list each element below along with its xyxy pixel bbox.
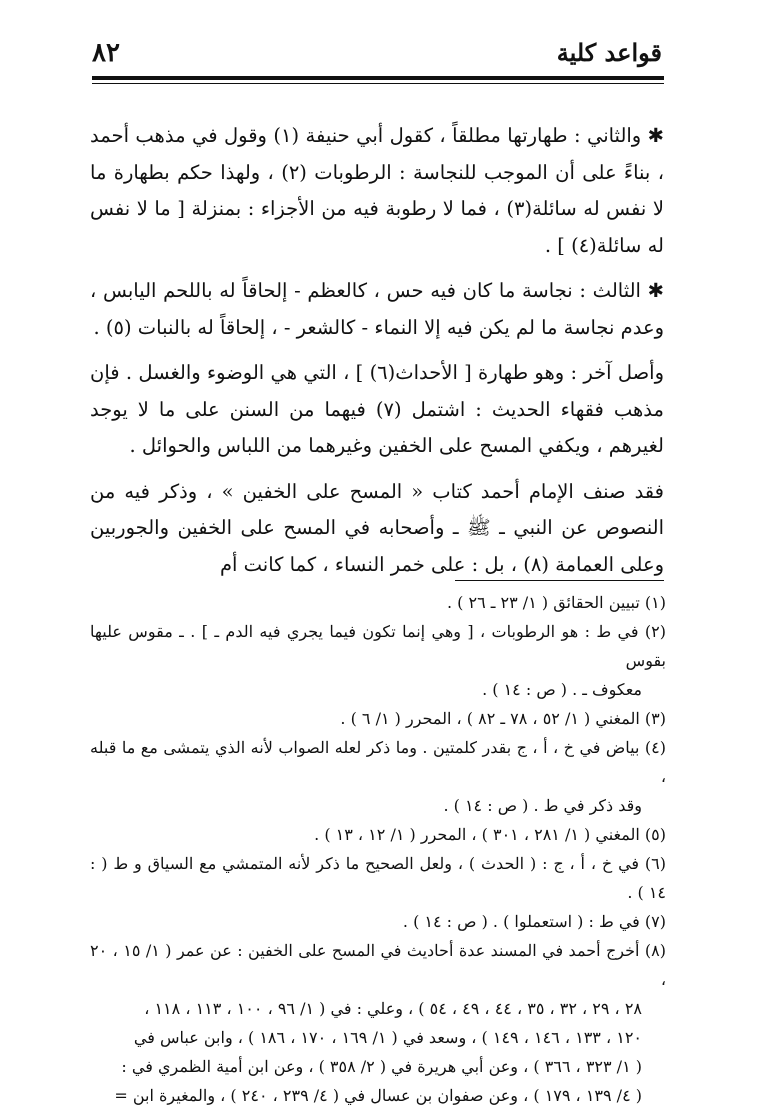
footnote-2-continuation: معكوف ـ . ( ص : ١٤ ) . (482, 680, 642, 699)
paragraph-third-view: ✱ الثالث : نجاسة ما كان فيه حس ، كالعظم - إلحاقاً له باللحم اليابس ، وعدم نجاسة ما لم يكن فيه إلا النماء - كالشعر - ، إلحاقاً له بالنبات (٥) . (90, 279, 664, 339)
footnote-5: (٥) المغني ( ١/ ٢٨١ ، ٣٠١ ) ، المحرر ( ١/ ١٢ ، ١٣ ) . (314, 825, 666, 844)
footnote-4: (٤) بياض في خ ، أ ، ج بقدر كلمتين . وما ذكر لعله الصواب لأنه الذي يتمشى مع ما قبله ، (90, 738, 666, 786)
footnote-7: (٧) في ط : ( استعملوا ) . ( ص : ١٤ ) . (402, 912, 666, 931)
footnote-8-continuation: ٢٨ ، ٢٩ ، ٣٢ ، ٣٥ ، ٤٤ ، ٤٩ ، ٥٤ ) ، وعلي : في ( ١/ ٩٦ ، ١٠٠ ، ١١٣ ، ١١٨ ، (144, 999, 642, 1018)
footnote-8-continuation: ( ١/ ٣٢٣ ، ٣٦٦ ) ، وعن أبي هريرة في ( ٢/ ٣٥٨ ) ، وعن ابن أمية الظمري في : (121, 1057, 642, 1076)
footnote-2: (٢) في ط : هو الرطوبات ، [ وهي إنما تكون فيما يجري فيه الدم ـ ] . ـ مقوس عليها بقوس (90, 622, 666, 670)
paragraph-another-principle: وأصل آخر : وهو طهارة [ الأحداث(٦) ] ، التي هي الوضوء والغسل . فإن مذهب فقهاء الحديث : اشتمل (٧) فيهما من السنن على ما لا يوجد لغيرهم ، ويكفي المسح على الخفين وغيرهما من اللباس والحوائل . (90, 361, 664, 457)
header-rule-thick (92, 76, 664, 80)
paragraph-imam-ahmad: فقد صنف الإمام أحمد كتاب « المسح على الخفين » ، وذكر فيه من النصوص عن النبي ـ ﷺ ـ وأصحابه في المسح على الخفين والجوربين وعلى العمامة (٨) ، بل : على خمر النساء ، كما كانت أم (90, 479, 664, 576)
page-number: ٨٢ (92, 38, 120, 68)
footnote-8: (٨) أخرج أحمد في المسند عدة أحاديث في المسح على الخفين : عن عمر ( ١/ ١٥ ، ٢٠ ، (90, 941, 666, 989)
footnote-3: (٣) المغني ( ١/ ٥٢ ، ٧٨ ـ ٨٢ ) ، المحرر ( ١/ ٦ ) . (340, 709, 666, 728)
main-text (90, 118, 664, 583)
paragraph-second-view: ✱ والثاني : طهارتها مطلقاً ، كقول أبي حنيفة (١) وقول في مذهب أحمد ، بناءً على أن الموجب للنجاسة : الرطوبات (٢) ، ولهذا حكم بطهارة ما لا نفس له سائلة(٣) ، فما لا رطوبة فيه من الأجزاء : بمنزلة [ ما لا نفس له سائلة(٤) ] . (90, 124, 664, 257)
footnote-separator (455, 580, 664, 581)
footnote-6: (٦) في خ ، أ ، ج : ( الحدث ) ، ولعل الصحيح ما ذكر لأنه المتمشي مع السياق و ط ( : ١٤ ) . (90, 854, 666, 902)
page-header (92, 38, 662, 70)
footnote-1: (١) تبيين الحقائق ( ١/ ٢٣ ـ ٢٦ ) . (446, 593, 666, 612)
footnote-8-continuation: ( ٤/ ١٣٩ ، ١٧٩ ) ، وعن صفوان بن عسال في ( ٤/ ٢٣٩ ، ٢٤٠ ) ، والمغيرة ابن = (114, 1086, 642, 1105)
footnote-4-continuation: وقد ذكر في ط . ( ص : ١٤ ) . (443, 796, 642, 815)
footnotes (90, 588, 666, 1110)
footnote-8-continuation: ١٢٠ ، ١٣٣ ، ١٤٦ ، ١٤٩ ) ، وسعد في ( ١/ ١٦٩ ، ١٧٠ ، ١٨٦ ) ، وابن عباس في (133, 1028, 642, 1047)
running-title: قواعد كلية (556, 38, 662, 67)
header-rule-thin (92, 83, 664, 84)
